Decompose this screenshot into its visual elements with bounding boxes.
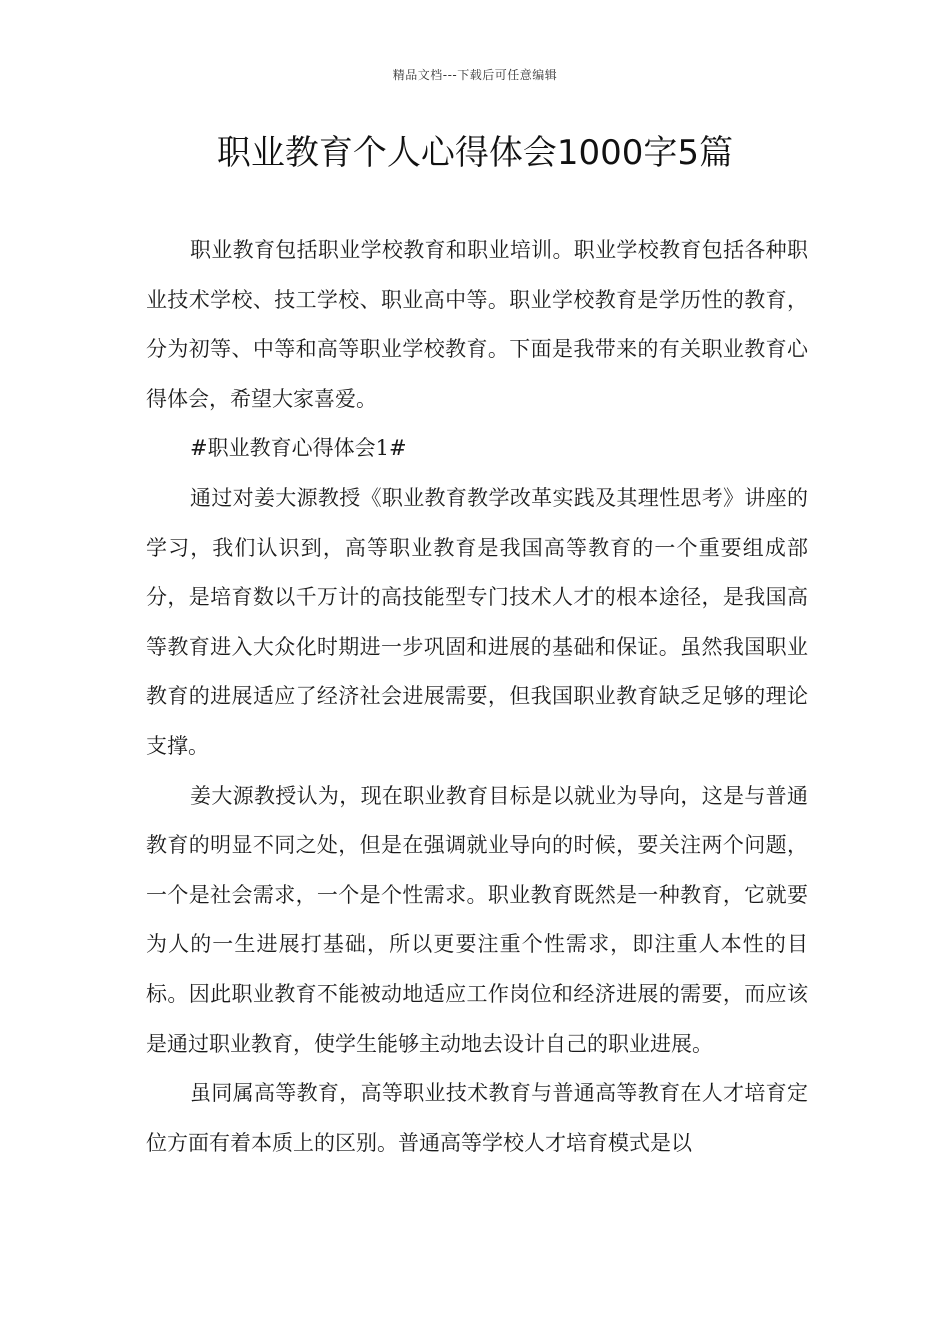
document-body xyxy=(146,226,808,1168)
body-paragraph: 通过对姜大源教授《职业教育教学改革实践及其理性思考》讲座的学习，我们认识到，高等职业教育是我国高等教育的一个重要组成部分，是培育数以千万计的高技能型专门技术人才的根本途径，是我国高等教育进入大众化时期进一步巩固和进展的基础和保证。虽然我国职业教育的进展适应了经济社会进展需要，但我国职业教育缺乏足够的理论支撑。 xyxy=(146,485,808,758)
section-heading: #职业教育心得体会1# xyxy=(190,436,407,461)
intro-paragraph: 职业教育包括职业学校教育和职业培训。职业学校教育包括各种职业技术学校、技工学校、职业高中等。职业学校教育是学历性的教育，分为初等、中等和高等职业学校教育。下面是我带来的有关职业教育心得体会，希望大家喜爱。 xyxy=(146,238,808,411)
document-title: 职业教育个人心得体会1000字5篇 xyxy=(216,133,734,173)
body-paragraph: 姜大源教授认为，现在职业教育目标是以就业为导向，这是与普通教育的明显不同之处，但是在强调就业导向的时候，要关注两个问题，一个是社会需求，一个是个性需求。职业教育既然是一种教育，它就要为人的一生进展打基础，所以更要注重个性需求，即注重人本性的目标。因此职业教育不能被动地适应工作岗位和经济进展的需要，而应该是通过职业教育，使学生能够主动地去设计自己的职业进展。 xyxy=(146,783,808,1056)
body-paragraph: 虽同属高等教育，高等职业技术教育与普通高等教育在人才培育定位方面有着本质上的区别。普通高等学校人才培育模式是以 xyxy=(146,1081,808,1155)
page-header: 精品文档---下载后可任意编辑 xyxy=(392,68,558,82)
